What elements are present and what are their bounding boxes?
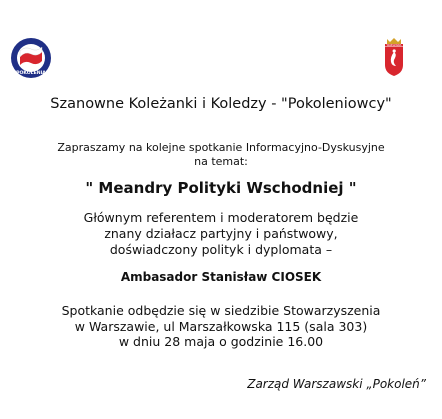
warszawa-crest bbox=[383, 37, 405, 77]
body-line: znany działacz partyjny i państwowy, bbox=[104, 226, 338, 241]
meeting-details-line: w dniu 28 maja o godzinie 16.00 bbox=[118, 334, 324, 349]
greeting: Szanowne Koleżanki i Koledzy - "Pokoleniowcy" bbox=[50, 96, 392, 112]
meeting-topic: " Meandry Polityki Wschodniej " bbox=[85, 179, 357, 197]
speaker-name: Ambasador Stanisław CIOSEK bbox=[120, 270, 322, 284]
pokolenia-logo bbox=[10, 37, 52, 79]
pokolenia-logo-graphic bbox=[10, 37, 52, 79]
invitation-line: Zapraszamy na kolejne spotkanie Informacyjno-Dyskusyjne bbox=[57, 141, 385, 154]
body-line: Głównym referentem i moderatorem będzie bbox=[83, 210, 359, 225]
warszawa-crest-text: WARSZAWA bbox=[386, 43, 402, 47]
meeting-details-line: w Warszawie, ul Marszałkowska 115 (sala 303) bbox=[74, 319, 368, 334]
warszawa-crest-graphic bbox=[383, 37, 405, 77]
invitation-line: na temat: bbox=[194, 155, 248, 168]
signature: Zarząd Warszawski „Pokoleń” bbox=[247, 377, 426, 391]
body-line: doświadczony polityk i dyplomata – bbox=[109, 242, 333, 257]
meeting-details-line: Spotkanie odbędzie się w siedzibie Stowarzyszenia bbox=[61, 303, 381, 318]
pokolenia-logo-text: POKOLENIA bbox=[16, 71, 46, 76]
